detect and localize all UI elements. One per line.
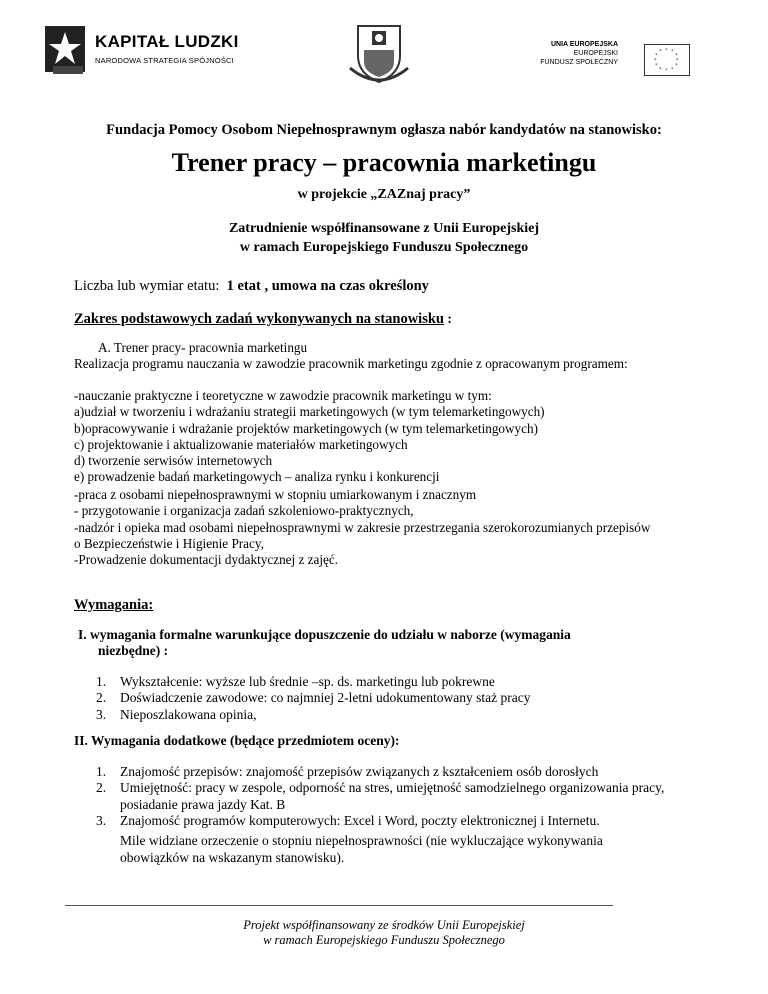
list-item: -praca z osobami niepełnosprawnymi w stopniu umiarkowanym i znacznym [74,487,477,502]
list-number: 2. [96,780,107,796]
svg-text:*: * [675,53,678,59]
svg-text:*: * [665,48,668,54]
list-text: Doświadczenie zawodowe: co najmniej 2-letni udokumentowany staż pracy [120,690,531,706]
list-item: -nadzór i opieka mad osobami niepełnosprawnymi w zakresie przestrzegania szerokorozumianych przepisów [74,519,651,535]
list-text: Nieposzlakowana opinia, [120,706,257,722]
list-item: d) tworzenie serwisów internetowych [74,453,273,469]
list-text: Wykształcenie: wyższe lub średnie –sp. ds. marketingu lub pokrewne [120,674,495,689]
svg-text:*: * [671,67,674,73]
kapital-ludzki-title: KAPITAŁ LUDZKI [95,32,239,51]
svg-text:*: * [676,58,679,64]
list-item [96,690,530,706]
cofinancing-line-2: w ramach Europejskiego Funduszu Społecznego [239,240,529,255]
list-item: o Bezpieczeństwie i Higienie Pracy, [74,535,264,551]
zakres-block-2 [74,487,650,568]
etat-label: Liczba lub wymiar etatu: [74,278,220,294]
list-number: 3. [96,706,107,722]
list-item: -nauczanie praktyczne i teoretyczne w zawodzie pracownik marketingu w tym: [74,388,492,403]
svg-text:*: * [655,63,658,69]
list-item [96,797,664,813]
project-subtitle: w projekcie „ZAZnaj pracy” [297,187,471,202]
svg-text:*: * [654,58,657,64]
announcement-text: Fundacja Pomocy Osobom Niepełnosprawnym ogłasza nabór kandydatów na stanowisko: [106,122,662,138]
etat-value: 1 etat , umowa na czas określony [226,278,429,294]
footer-line-2: w ramach Europejskiego Funduszu Społecznego [263,933,505,947]
footer [0,918,768,948]
list-item: c) projektowanie i aktualizowanie materiałów marketingowych [74,436,408,452]
list-item [96,764,664,780]
wymagania-heading: Wymagania: [74,597,154,613]
foundation-crest-logo [344,22,414,88]
zakres-item-a: A. Trener pracy- pracownia marketingu [98,340,308,355]
list-number: 3. [96,813,107,829]
list-number: 1. [96,764,107,779]
kapital-ludzki-logo [45,24,239,80]
list-number: 1. [96,674,107,689]
extra-requirements-heading: II. Wymagania dodatkowe (będące przedmiotem oceny): [74,733,400,748]
extra-requirements-list [96,764,664,830]
eu-label [478,40,618,67]
note-line-1: Mile widziane orzeczenie o stopniu niepełnosprawności (nie wykluczające wykonywania [120,833,603,848]
eu-label-line3: FUNDUSZ SPOŁECZNY [540,59,618,66]
list-item: a)udział w tworzeniu i wdrażaniu strategii marketingowych (w tym telemarketingowych) [74,404,545,420]
list-text: Umiejętność: pracy w zespole, odporność na stres, umiejętność samodzielnego organizowania pracy, [120,780,665,796]
list-item [96,813,664,829]
list-item [96,674,530,690]
page-title: Trener pracy – pracownia marketingu [171,148,597,177]
footer-divider [65,905,613,906]
svg-text:*: * [659,49,662,55]
list-item [96,707,530,723]
svg-text:*: * [659,67,662,73]
cofinancing-line-1: Zatrudnienie współfinansowane z Unii Europejskiej [228,221,540,236]
zakres-intro: Realizacja programu nauczania w zawodzie pracownik marketingu zgodnie z opracowanym programem: [74,356,628,371]
list-item: - przygotowanie i organizacja zadań szkoleniowo-praktycznych, [74,503,414,519]
zakres-block-1 [74,388,545,486]
list-item: e) prowadzenie badań marketingowych – analiza rynku i konkurencji [74,469,440,485]
list-text: posiadanie prawa jazdy Kat. B [120,796,286,812]
formal-requirements-heading-line-1: I. wymagania formalne warunkujące dopuszczenie do udziału w naborze (wymagania [78,627,571,642]
formal-requirements-list [96,674,530,723]
formal-requirements-heading-line-2: niezbędne) : [98,643,169,658]
list-item: -Prowadzenie dokumentacji dydaktycznej z zajęć. [74,552,338,568]
list-item: b)opracowywanie i wdrażanie projektów marketingowych (w tym telemarketingowych) [74,420,538,436]
list-text: Znajomość przepisów: znajomość przepisów związanych z kształceniem osób dorosłych [120,764,599,779]
footer-line-1: Projekt współfinansowany ze środków Unii Europejskiej [243,918,525,932]
svg-text:*: * [671,49,674,55]
eu-label-line2: EUROPEJSKI [573,50,618,57]
svg-text:*: * [675,63,678,69]
eu-label-line1: UNIA EUROPEJSKA [550,41,618,48]
etat-line [74,278,429,294]
zakres-heading-text: Zakres podstawowych zadań wykonywanych na stanowisku [74,311,444,327]
list-item [96,780,664,796]
svg-text:*: * [655,53,658,59]
kapital-ludzki-subtitle: NARODOWA STRATEGIA SPÓJNOŚCI [95,56,234,65]
kapital-ludzki-star-icon [45,26,91,78]
svg-text:*: * [665,68,668,74]
list-number: 2. [96,690,107,706]
zakres-heading-colon: : [443,311,452,326]
eu-flag-icon [644,44,690,76]
list-text: Znajomość programów komputerowych: Excel i Word, poczty elektronicznej i Internetu. [120,813,600,829]
zakres-heading [74,311,452,327]
note-line-2: obowiązków na wskazanym stanowisku). [120,850,345,865]
